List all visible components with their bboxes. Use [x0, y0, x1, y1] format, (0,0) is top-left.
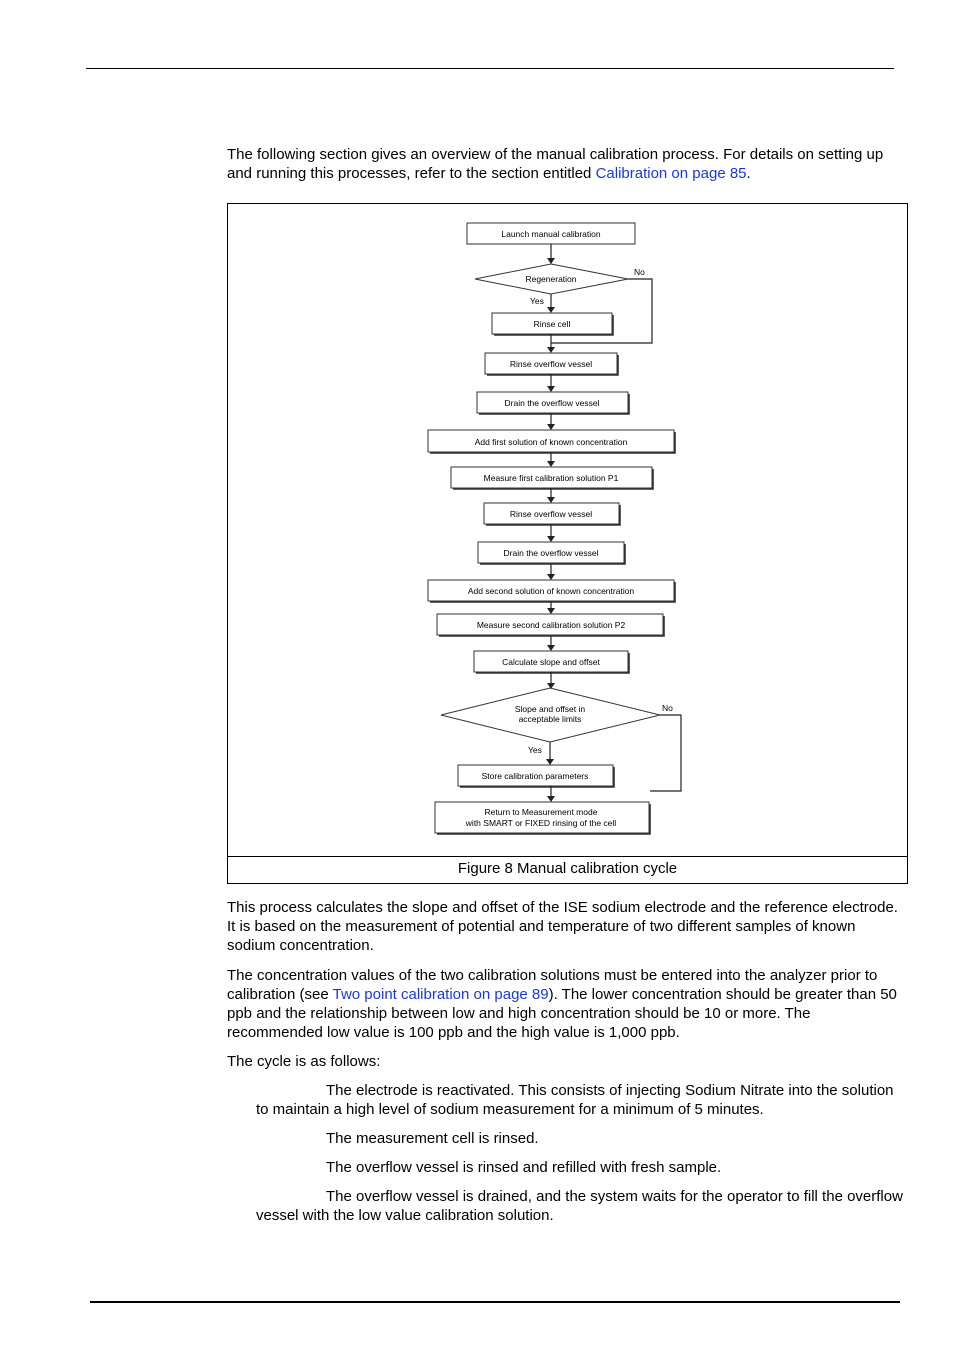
node-drain-2	[478, 542, 625, 564]
step-1-text: The electrode is reactivated. This consists of injecting Sodium Nitrate into the solution to maintain a high level of sodium measurement for a minimum of 5 minutes.	[256, 1082, 894, 1118]
node-rinse-vessel-1-label: Rinse overflow vessel	[509, 359, 593, 369]
node-rinse-cell-label: Rinse cell	[533, 319, 571, 329]
body-paragraph-1: This process calculates the slope and offset of the ISE sodium electrode and the reference electrode. It is based on the measurement of potential and temperature of two different samples of known sodium concentration.	[227, 899, 898, 954]
step-2	[256, 1129, 906, 1148]
node-calculate-label: Calculate slope and offset	[502, 657, 600, 667]
label-yes-1: Yes	[530, 296, 544, 306]
node-measure-p2	[437, 614, 664, 636]
node-add-first	[428, 430, 675, 453]
node-rinse-vessel-1	[485, 353, 618, 375]
node-return-label-2: with SMART or FIXED rinsing of the cell	[465, 818, 617, 828]
node-limits-label-1: Slope and offset in	[514, 704, 586, 714]
intro-text: The following section gives an overview of the manual calibration process. For details on setting up and running this processes, refer to the section entitled	[227, 146, 884, 182]
node-launch-label: Launch manual calibration	[501, 229, 601, 239]
step-3	[256, 1158, 906, 1177]
body-paragraph-2	[227, 966, 907, 1042]
node-drain-1	[477, 392, 629, 414]
label-yes-2: Yes	[528, 745, 542, 755]
node-store-label: Store calibration parameters	[481, 771, 589, 781]
step-3-text: The overflow vessel is rinsed and refilled with fresh sample.	[326, 1159, 722, 1176]
step-1	[256, 1081, 906, 1119]
calibration-link[interactable]: Calibration on page 85	[595, 165, 747, 182]
label-no-2: No	[662, 703, 673, 713]
step-2-text: The measurement cell is rinsed.	[326, 1130, 539, 1147]
node-measure-p2-label: Measure second calibration solution P2	[476, 620, 626, 630]
node-rinse-vessel-2	[484, 503, 620, 525]
node-drain-1-label: Drain the overflow vessel	[504, 398, 600, 408]
node-limits	[441, 688, 660, 742]
node-add-second-label: Add second solution of known concentration	[467, 586, 635, 596]
node-measure-p1-label: Measure first calibration solution P1	[483, 473, 619, 483]
intro-text-end: .	[746, 165, 751, 182]
node-launch	[467, 223, 635, 244]
node-drain-2-label: Drain the overflow vessel	[503, 548, 599, 558]
figure-frame	[227, 203, 908, 884]
node-store	[458, 765, 614, 787]
node-regeneration-label: Regeneration	[525, 274, 577, 284]
node-regeneration	[475, 264, 628, 294]
label-no-1: No	[634, 267, 645, 277]
node-rinse-cell	[492, 313, 613, 335]
node-measure-p1	[451, 467, 653, 489]
node-rinse-vessel-2-label: Rinse overflow vessel	[509, 509, 593, 519]
two-point-calibration-link[interactable]: Two point calibration on page 89	[332, 986, 549, 1003]
figure-caption: Figure 8 Manual calibration cycle	[228, 856, 907, 883]
node-return-label-1: Return to Measurement mode	[484, 807, 598, 817]
node-calculate	[474, 651, 629, 673]
p2-text-end: ). The lower concentration should be greater than 50 ppb and the relationship between low and high concentration should be 10 or more. The recommended low value is 100 ppb and the high value is 1,000 ppb.	[227, 986, 897, 1041]
node-return	[435, 802, 650, 834]
step-4-text: The overflow vessel is drained, and the system waits for the operator to fill the overflow vessel with the low value calibration solution.	[256, 1188, 903, 1224]
node-limits-label-2: acceptable limits	[518, 714, 582, 724]
node-add-first-label: Add first solution of known concentration	[474, 437, 628, 447]
p2-text: The concentration values of the two calibration solutions must be entered into the analyzer prior to calibration (see	[227, 967, 878, 1003]
step-4	[256, 1187, 906, 1225]
node-add-second	[428, 580, 675, 602]
intro-paragraph	[227, 145, 907, 183]
body-paragraph-3: The cycle is as follows:	[227, 1053, 381, 1070]
header-rule	[86, 68, 894, 69]
footer-rule	[90, 1301, 900, 1303]
flowchart	[228, 204, 909, 859]
